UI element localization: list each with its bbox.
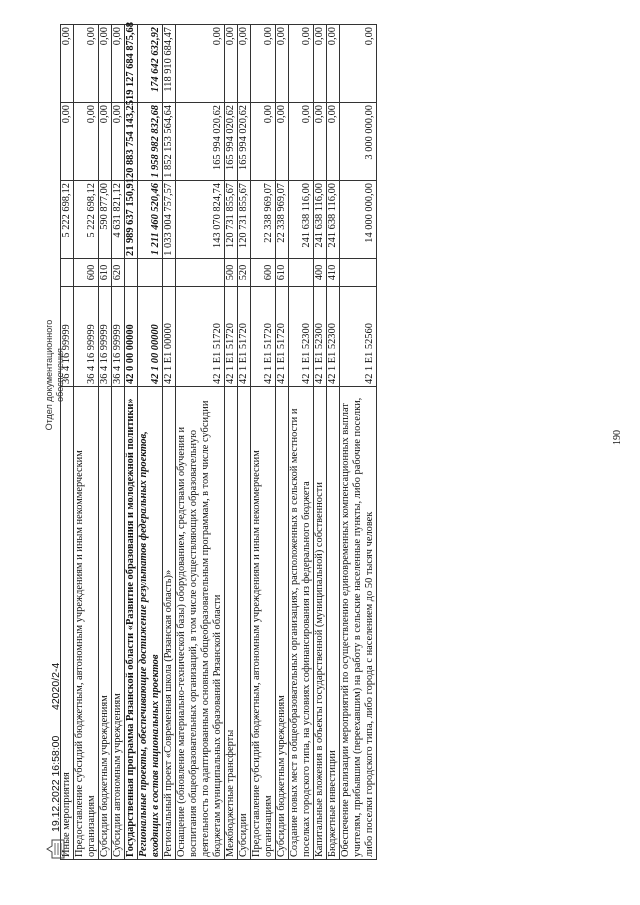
row-type-cell: 520	[238, 259, 251, 287]
row-name-cell: Обеспечение реализации мероприятий по осуществлению единовременных компенсационных выплат учителям, прибывшим (переехавшим) на работу в сельские населенные пункты, либо рабочие поселки, либо поселки городского типа, либо города с населением до 50 тысяч человек	[340, 387, 377, 860]
row-value-2023-cell: 0,00	[61, 103, 74, 181]
row-value-2023-cell: 0,00	[99, 103, 112, 181]
row-value-2023-cell: 1 852 153 564,64	[163, 103, 176, 181]
row-name-cell: Создание новых мест в общеобразовательных организациях, расположенных в сельской местности и поселках городского типа, на условиях софинансирования из федерального бюджета	[289, 387, 314, 860]
row-value-2022-cell: 5 222 698,12	[74, 181, 99, 259]
row-type-cell: 400	[314, 259, 327, 287]
row-value-2023-cell: 0,00	[327, 103, 340, 181]
row-code-cell: 36 4 16 99999	[61, 287, 74, 387]
row-value-2024-cell: 174 642 632,92	[138, 25, 163, 103]
row-value-2023-cell: 165 994 020,62	[225, 103, 238, 181]
row-value-2024-cell: 0,00	[61, 25, 74, 103]
row-value-2024-cell: 0,00	[225, 25, 238, 103]
row-type-cell	[340, 259, 377, 287]
table-row	[327, 25, 340, 860]
row-name-cell: Оснащение (обновление материально-технической базы) оборудованием, средствами обучения и воспитания общеобразовательных организаций, в том числе осуществляющих образовательную деятельность по адаптированным основным общеобразовательным программам, в том числе субсидии бюджетам муниципальных образований Рязанской области	[176, 387, 225, 860]
row-value-2022-cell: 120 731 855,67	[238, 181, 251, 259]
table-row	[225, 25, 238, 860]
row-value-2023-cell: 0,00	[74, 103, 99, 181]
row-value-2024-cell: 0,00	[176, 25, 225, 103]
row-value-2022-cell: 1 033 004 757,57	[163, 181, 176, 259]
row-code-cell: 42 1 E1 51720	[238, 287, 251, 387]
row-value-2022-cell: 241 638 116,00	[314, 181, 327, 259]
row-type-cell	[138, 259, 163, 287]
row-value-2022-cell: 4 631 821,12	[112, 181, 125, 259]
row-value-2024-cell: 0,00	[327, 25, 340, 103]
row-name-cell: Субсидии бюджетным учреждениям	[276, 387, 289, 860]
row-name-cell: Региональный проект «Современная школа (Рязанская область)»	[163, 387, 176, 860]
table-row	[251, 25, 276, 860]
table-row	[340, 25, 377, 860]
table-row	[163, 25, 176, 860]
row-type-cell: 410	[327, 259, 340, 287]
row-value-2023-cell: 1 958 982 832,68	[138, 103, 163, 181]
row-name-cell: Предоставление субсидий бюджетным, автономным учреждениям и иным некоммерческим организациям	[74, 387, 99, 860]
row-value-2024-cell: 0,00	[238, 25, 251, 103]
row-value-2023-cell: 0,00	[251, 103, 276, 181]
table-row	[99, 25, 112, 860]
row-value-2022-cell: 241 638 116,00	[327, 181, 340, 259]
row-code-cell: 42 1 E1 00000	[163, 287, 176, 387]
row-value-2023-cell: 0,00	[314, 103, 327, 181]
row-code-cell: 36 4 16 99999	[112, 287, 125, 387]
row-value-2024-cell: 0,00	[276, 25, 289, 103]
table-row	[289, 25, 314, 860]
row-value-2022-cell: 14 000 000,00	[340, 181, 377, 259]
row-type-cell: 610	[276, 259, 289, 287]
row-name-cell: Капитальные вложения в объекты государственной (муниципальной) собственности	[314, 387, 327, 860]
row-value-2024-cell: 118 910 684,47	[163, 25, 176, 103]
stamp-line-1: Отдел документационного	[44, 319, 54, 431]
row-code-cell: 42 1 E1 51720	[176, 287, 225, 387]
table-row	[125, 25, 138, 860]
row-type-cell: 600	[251, 259, 276, 287]
row-value-2024-cell: 0,00	[99, 25, 112, 103]
row-code-cell: 42 1 E1 51720	[225, 287, 238, 387]
row-value-2022-cell: 22 338 969,07	[276, 181, 289, 259]
row-name-cell: Иные мероприятия	[61, 387, 74, 860]
row-code-cell: 42 1 E1 51720	[276, 287, 289, 387]
row-value-2022-cell: 5 222 698,12	[61, 181, 74, 259]
row-value-2023-cell: 0,00	[112, 103, 125, 181]
stamp-line-2: обеспечения	[55, 348, 65, 402]
page-number: 190	[612, 430, 623, 445]
table-row	[138, 25, 163, 860]
row-value-2024-cell: 19 127 684 875,68	[125, 25, 138, 103]
row-name-cell: Субсидии автономным учреждениям	[112, 387, 125, 860]
row-name-cell: Межбюджетные трансферты	[225, 387, 238, 860]
row-name-cell: Субсидии	[238, 387, 251, 860]
row-value-2022-cell: 21 989 637 150,91	[125, 181, 138, 259]
row-name-cell: Государственная программа Рязанской области «Развитие образования и молодежной политики»	[125, 387, 138, 860]
row-name-cell: Региональные проекты, обеспечивающие достижение результатов федеральных проектов, входящих в состав национальных проектов	[138, 387, 163, 860]
row-code-cell: 42 1 00 00000	[138, 287, 163, 387]
row-code-cell: 42 1 E1 52560	[340, 287, 377, 387]
table-row	[314, 25, 327, 860]
row-value-2022-cell: 120 731 855,67	[225, 181, 238, 259]
table-row	[276, 25, 289, 860]
row-name-cell: Субсидии бюджетным учреждениям	[99, 387, 112, 860]
row-type-cell	[163, 259, 176, 287]
row-value-2023-cell: 165 994 020,62	[238, 103, 251, 181]
row-code-cell: 42 1 E1 52300	[289, 287, 314, 387]
row-value-2024-cell: 0,00	[314, 25, 327, 103]
row-value-2024-cell: 0,00	[251, 25, 276, 103]
row-type-cell	[176, 259, 225, 287]
row-value-2024-cell: 0,00	[112, 25, 125, 103]
row-value-2022-cell: 143 070 824,74	[176, 181, 225, 259]
budget-table	[60, 24, 377, 860]
page-footer	[40, 25, 100, 860]
print-timestamp: 19.12.2022 16:58:00	[50, 735, 62, 832]
row-value-2023-cell: 20 883 754 143,25	[125, 103, 138, 181]
document-number: 42020/2-4	[50, 662, 62, 710]
row-value-2024-cell: 0,00	[289, 25, 314, 103]
row-code-cell: 42 1 E1 52300	[314, 287, 327, 387]
row-value-2024-cell: 0,00	[340, 25, 377, 103]
row-code-cell: 42 1 E1 51720	[251, 287, 276, 387]
row-value-2022-cell: 1 211 460 520,46	[138, 181, 163, 259]
budget-table-body	[61, 22, 377, 860]
row-code-cell: 36 4 16 99999	[99, 287, 112, 387]
row-value-2023-cell: 165 994 020,62	[176, 103, 225, 181]
row-value-2023-cell: 0,00	[276, 103, 289, 181]
row-code-cell: 36 4 16 99999	[74, 287, 99, 387]
row-type-cell: 620	[112, 259, 125, 287]
table-row	[112, 25, 125, 860]
row-code-cell: 42 0 00 00000	[125, 287, 138, 387]
coat-of-arms-icon	[46, 838, 66, 860]
office-stamp	[44, 290, 66, 460]
table-row	[176, 25, 225, 860]
row-type-cell: 500	[225, 259, 238, 287]
row-name-cell: Предоставление субсидий бюджетным, автономным учреждениям и иным некоммерческим организациям	[251, 387, 276, 860]
row-type-cell: 600	[74, 259, 99, 287]
row-value-2024-cell: 0,00	[74, 25, 99, 103]
row-value-2022-cell: 590 877,00	[99, 181, 112, 259]
row-value-2023-cell: 0,00	[289, 103, 314, 181]
row-type-cell: 610	[99, 259, 112, 287]
row-name-cell: Бюджетные инвестиции	[327, 387, 340, 860]
table-row	[238, 25, 251, 860]
row-value-2023-cell: 3 000 000,00	[340, 103, 377, 181]
row-code-cell: 42 1 E1 52300	[327, 287, 340, 387]
row-type-cell	[289, 259, 314, 287]
row-value-2022-cell: 22 338 969,07	[251, 181, 276, 259]
row-value-2022-cell: 241 638 116,00	[289, 181, 314, 259]
row-type-cell	[125, 259, 138, 287]
budget-table-container	[60, 22, 575, 860]
